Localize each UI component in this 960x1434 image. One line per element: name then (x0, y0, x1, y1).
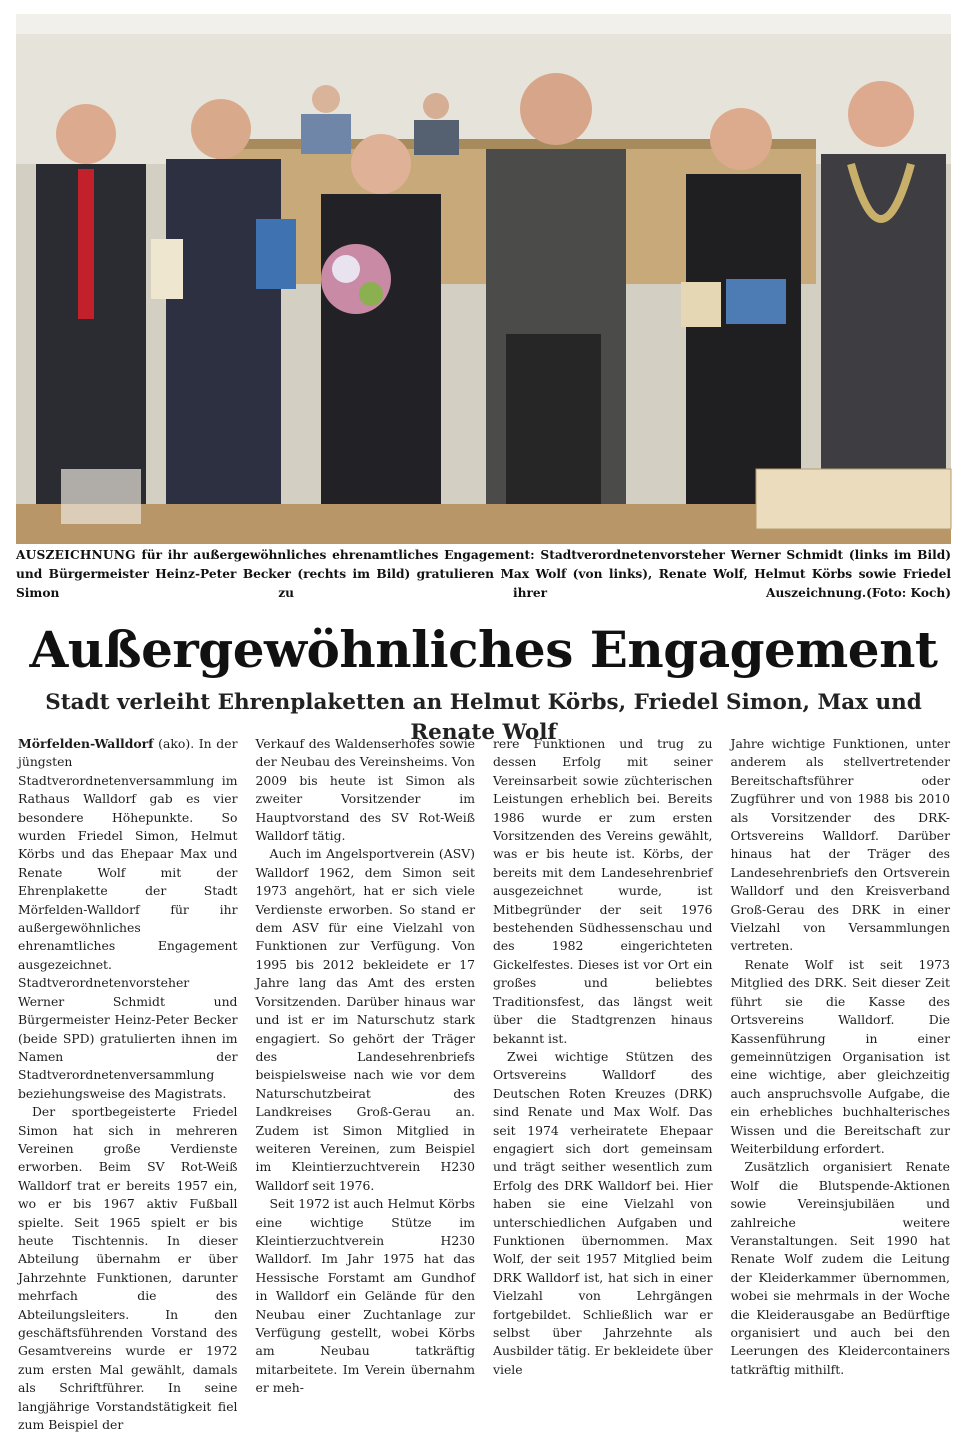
article-column-3 (493, 735, 713, 1434)
article-column-4 (731, 735, 951, 1434)
group-photo (16, 14, 951, 544)
caption-lead: AUSZEICHNUNG (16, 548, 136, 562)
dateline: Mörfelden-Walldorf (18, 736, 154, 751)
article-column-1 (18, 735, 238, 1434)
photo-caption (16, 546, 951, 603)
paragraph: Zusätzlich organisiert Renate Wolf die Blutspende-Aktionen sowie Vereinsjubiläen und zahlreiche weitere Veranstaltungen. Seit 1990 hat Renate Wolf zudem die Leitung der Kleiderkammer übernommen, wobei sie mehrmals in der Woche die Kleiderausgabe an Bedürftige organisiert und auch bei den Leerungen des Kleidercontainers tatkräftig mithilft. (730, 1159, 950, 1377)
paragraph: Auch im Angelsportverein (ASV) Walldorf 1962, dem Simon seit 1973 angehört, hat er sich viele Verdienste erworben. So stand er dem ASV für eine Vielzahl von Funktionen zur Verfügung. Von 1995 bis 2012 bekleidete er 17 Jahre lang das Amt des ersten Vorsitzenden. Darüber hinaus war und ist er im Naturschutz stark engagiert. So gehört der Träger des Landesehrenbriefs beispielsweise nach wie vor dem Naturschutzbeirat des Landkreises Groß-Gerau an. Zudem ist Simon Mitglied in weiteren Vereinen, zum Beispiel im Kleintierzuchtverein H230 Walldorf seit 1976. (255, 846, 475, 1193)
paragraph: Seit 1972 ist auch Helmut Körbs eine wichtige Stütze im Kleintierzuchtverein H230 Walldorf. Im Jahr 1975 hat das Hessische Forstamt am Gundhof in Walldorf ein Gelände für den Neubau einer Zuchtanlage zur Verfügung gestellt, wobei Körbs am Neubau tatkräftig mitarbeitete. Im Verein übernahm er meh- (255, 1196, 475, 1396)
paragraph: Zwei wichtige Stützen des Ortsvereins Walldorf des Deutschen Roten Kreuzes (DRK) sind Renate und Max Wolf. Das seit 1974 verheiratete Ehepaar engagiert sich dort gemeinsam und trägt seither wesentlich zum Erfolg des DRK Walldorf bei. Hier haben sie eine Vielzahl von unterschiedlichen Aufgaben und Funktionen übernommen. Max Wolf, der seit 1957 Mitglied beim DRK Walldorf ist, hat sich in einer Vielzahl von Lehrgängen fortgebildet. Schließlich war er selbst über Jahrzehnte als Ausbilder tätig. Er bekleidete über viele (493, 1048, 713, 1377)
caption-text: für ihr außergewöhnliches ehrenamtliches Engagement: Stadtverordnetenvorsteher Werner Schmidt (links im Bild) und Bürgermeister Heinz-Peter Becker (rechts im Bild) gratulieren Max Wolf (von links), Renate Wolf, Helmut Körbs sowie Friedel Simon zu ihrer Auszeichnung. (16, 548, 951, 600)
article-body (18, 735, 950, 1433)
paragraph (18, 735, 238, 1103)
paragraph: Jahre wichtige Funktionen, unter anderem als stellvertretender Bereitschaftsführer oder Zugführer und von 1988 bis 2010 als Vorsitzender des DRK-Ortsvereins Walldorf. Darüber hinaus hat der Träger des Landesehrenbriefs den Ortsverein Walldorf und den Kreisverband Groß-Gerau des DRK in einer Vielzahl von Versammlungen vertreten. (730, 736, 950, 954)
paragraph: Der sportbegeisterte Friedel Simon hat sich in mehreren Vereinen große Verdienste erworben. Beim SV Rot-Weiß Walldorf trat er bereits 1957 ein, wo er bis 1967 aktiv Fußball spielte. Seit 1965 spielt er bis heute Tischtennis. In dieser Abteilung übernahm er über Jahrzehnte Funktionen, darunter mehrfach die des Abteilungsleiters. In den geschäftsführenden Vorstand des Gesamtvereins wurde er 1972 zum ersten Mal gewählt, damals als Schriftführer. In seine langjährige Vorstandstätigkeit fiel zum Beispiel der (18, 1104, 238, 1433)
article-subheadline: Stadt verleiht Ehrenplaketten an Helmut Körbs, Friedel Simon, Max und Renate Wolf (45, 690, 922, 745)
group-photo-icon (16, 14, 951, 544)
photo-credit: (Foto: Koch) (866, 586, 951, 600)
article-headline: Außergewöhnliches Engagement (29, 620, 938, 679)
article-column-2 (256, 735, 476, 1434)
paragraph: Renate Wolf ist seit 1973 Mitglied des DRK. Seit dieser Zeit führt sie die Kasse des Ortsvereins Walldorf. Die Kassenführung in einer gemeinnützigen Organisation ist eine wichtige, aber gleichzeitig auch anspruchsvolle Aufgabe, die ein erhebliches buchhalterisches Wissen und die Bereitschaft zur Weiterbildung erfordert. (730, 956, 950, 1156)
paragraph-text: (ako). In der jüngsten Stadtverordnetenversammlung im Rathaus Walldorf gab es vier besondere Höhepunkte. So wurden Friedel Simon, Helmut Körbs und das Ehepaar Max und Renate Wolf mit der Ehrenplakette der Stadt Mörfelden-Walldorf für ihr außergewöhnliches ehrenamtliches Engagement ausgezeichnet. Stadtverordnetenvorsteher Werner Schmidt und Bürgermeister Heinz-Peter Becker (beide SPD) gratulierten ihnen im Namen der Stadtverordnetenversammlung beziehungsweise des Magistrats. (18, 736, 238, 1101)
paragraph: rere Funktionen und trug zu dessen Erfolg mit seiner Vereinsarbeit sowie züchterischen Leistungen erheblich bei. Bereits 1986 wurde er zum ersten Vorsitzenden des Vereins gewählt, was er bis heute ist. Körbs, der bereits mit dem Landesehrenbrief ausgezeichnet wurde, ist Mitbegründer der seit 1976 bestehenden Südhessenschau und des 1982 eingerichteten Gickelfestes. Dieses ist vor Ort ein großes und beliebtes Traditionsfest, das längst weit über die Stadtgrenzen hinaus bekannt ist. (493, 736, 713, 1046)
paragraph: Verkauf des Waldenserhofes sowie der Neubau des Vereinsheims. Von 2009 bis heute ist Simon als zweiter Vorsitzender im Hauptvorstand des SV Rot-Weiß Walldorf tätig. (255, 736, 475, 844)
